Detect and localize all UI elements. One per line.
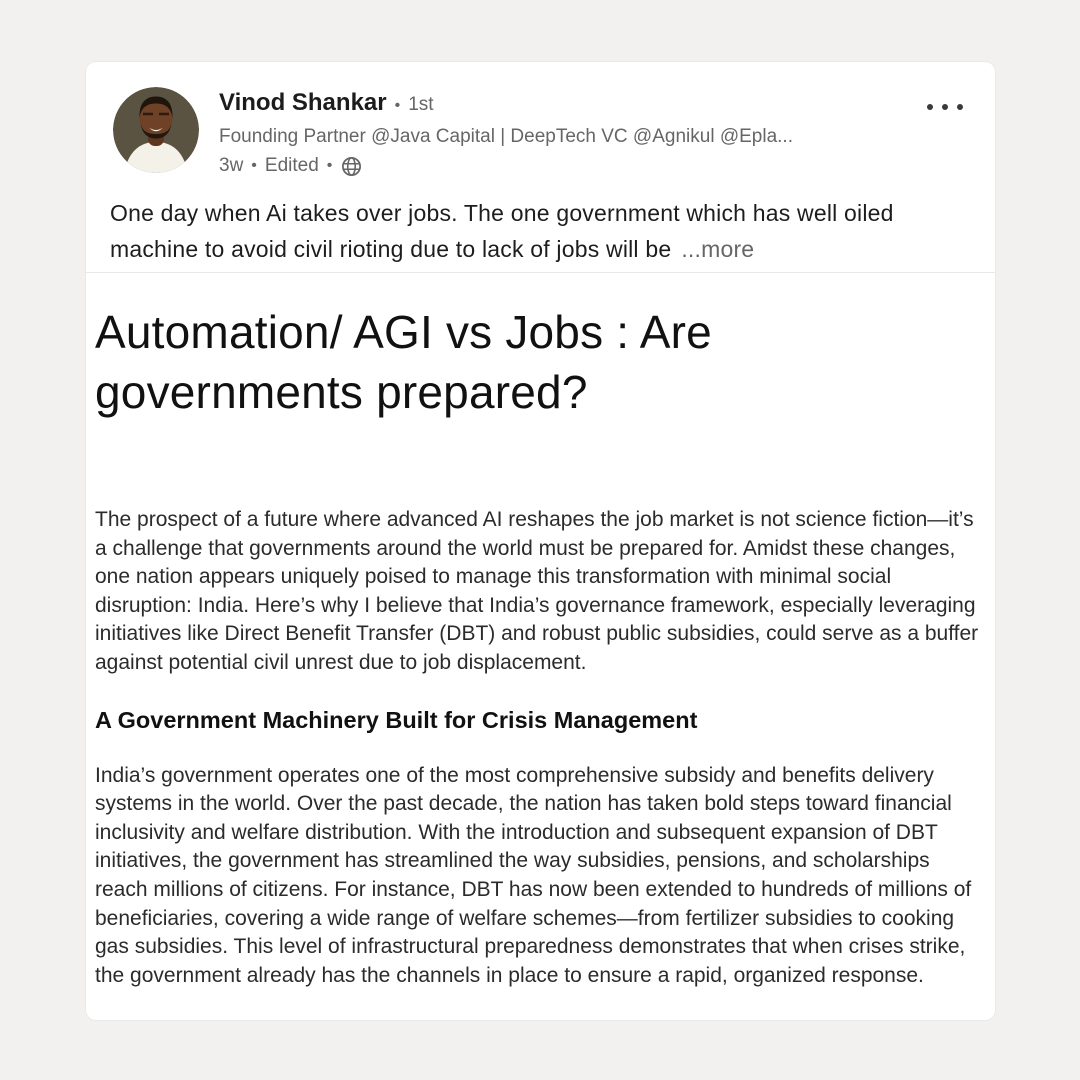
meta-separator-1: • (251, 157, 257, 174)
edited-label: Edited (264, 155, 319, 176)
avatar[interactable] (113, 87, 199, 173)
connection-degree: 1st (408, 94, 434, 115)
avatar-photo (113, 87, 199, 173)
article-title: Automation/ AGI vs Jobs : Are governments prepared? (95, 306, 712, 418)
article-section-heading: A Government Machinery Built for Crisis Management (95, 706, 698, 733)
three-dots-icon (957, 104, 963, 110)
article-paragraph-2: India’s government operates one of the most comprehensive subsidy and benefits delivery systems in the world. Over the past decade, the nation has taken bold steps toward financial inclusivity and welfare distribution. With the introduction and subsequent expansion of DBT initiatives, the government has streamlined the way subsidies, pensions, and scholarships reach millions of citizens. For instance, DBT has now been extended to hundreds of millions of beneficiaries, covering a wide range of welfare schemes—from fertilizer subsidies to cooking gas subsidies. This level of infrastructural preparedness demonstrates that when crises strike, the government already has the channels in place to ensure a rapid, organized response. (95, 763, 972, 987)
author-name[interactable]: Vinod Shankar (219, 89, 387, 116)
post-age: 3w (219, 155, 244, 176)
post-meta-row (219, 154, 919, 178)
post-body-text (110, 195, 942, 267)
author-name-row (219, 88, 919, 121)
author-info (219, 87, 919, 178)
post-header (86, 62, 995, 178)
globe-icon (341, 156, 362, 177)
linkedin-post-card (86, 62, 995, 1020)
name-degree-separator: • (394, 97, 401, 114)
author-headline: Founding Partner @Java Capital | DeepTech VC @Agnikul @Epla... (219, 126, 793, 147)
three-dots-icon (942, 104, 948, 110)
see-more-button[interactable]: ...more (681, 236, 755, 262)
meta-separator-2: • (326, 157, 333, 174)
post-text-content: One day when Ai takes over jobs. The one government which has well oiled machine to avoid civil rioting due to lack of jobs will be (110, 200, 894, 262)
three-dots-icon (927, 104, 933, 110)
article-paragraph-1: The prospect of a future where advanced AI reshapes the job market is not science fiction—it’s a challenge that governments around the world must be prepared for. Amidst these changes, one nation appears uniquely poised to manage this transformation with minimal social disruption: India. Here’s why I believe that India’s governance framework, especially leveraging initiatives like Direct Benefit Transfer (DBT) and robust public subsidies, could serve as a buffer against potential civil unrest due to job displacement. (95, 508, 979, 674)
embedded-article-image[interactable] (86, 273, 995, 990)
overflow-menu-button[interactable] (927, 97, 963, 117)
